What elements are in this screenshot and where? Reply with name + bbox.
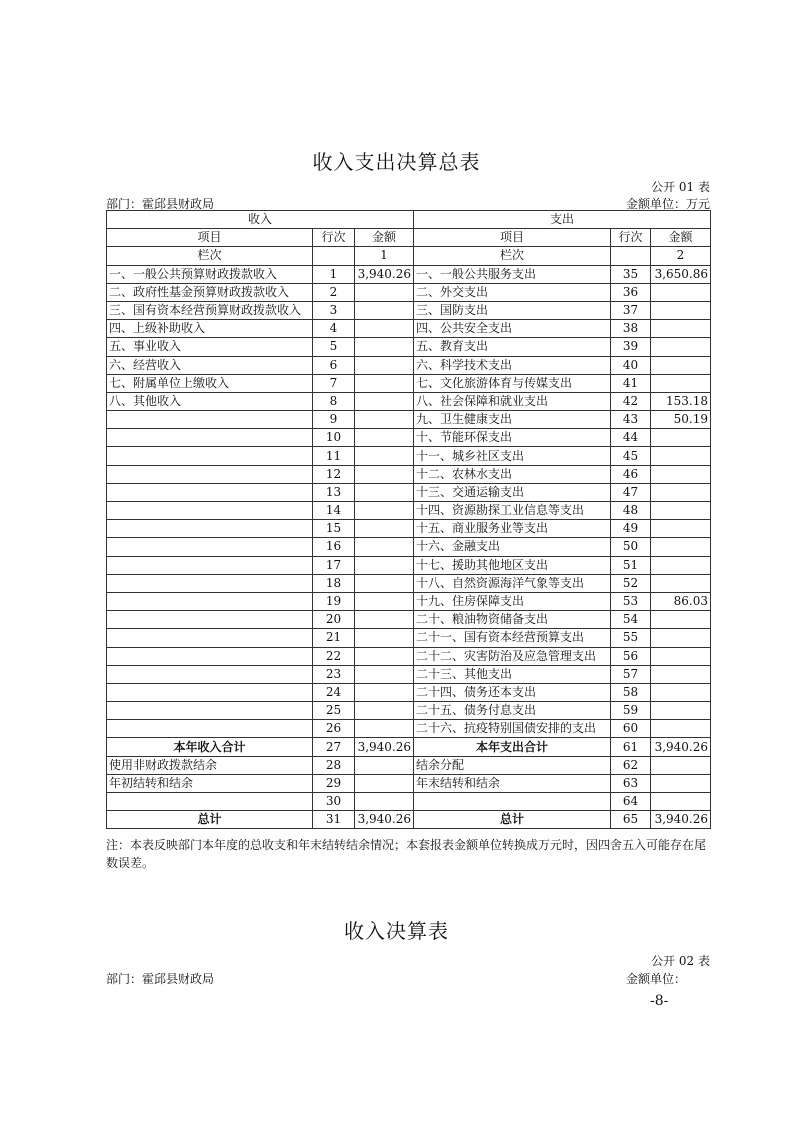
income-rowno-cell: 17 — [313, 556, 355, 574]
expense-item-cell: 二十一、国有资本经营预算支出 — [414, 629, 611, 647]
expense-item-cell: 二十三、其他支出 — [414, 665, 611, 683]
income-item-cell: 总计 — [107, 811, 313, 829]
table-row — [107, 683, 711, 701]
income-amount-cell — [355, 447, 414, 465]
income-amount-cell — [355, 374, 414, 392]
income-amount-cell: 3,940.26 — [355, 738, 414, 756]
section2-unit-label: 金额单位： — [626, 972, 687, 986]
income-rowno-cell: 5 — [313, 338, 355, 356]
expense-amount-cell — [651, 793, 711, 811]
expense-item-cell: 年末结转和结余 — [414, 774, 611, 792]
income-colno: 1 — [355, 247, 414, 265]
expense-amount-cell — [651, 520, 711, 538]
expense-rowno-cell: 60 — [611, 720, 651, 738]
expense-rowno-cell: 52 — [611, 574, 651, 592]
expense-item-cell: 七、文化旅游体育与传媒支出 — [414, 374, 611, 392]
income-amount-cell — [355, 429, 414, 447]
expense-item-cell: 十一、城乡社区支出 — [414, 447, 611, 465]
table-row — [107, 429, 711, 447]
income-amount-cell — [355, 483, 414, 501]
section2-department-label: 部门：霍邱县财政局 — [106, 972, 215, 986]
table-row — [107, 793, 711, 811]
expense-rowno-cell: 65 — [611, 811, 651, 829]
income-header: 收入 — [107, 211, 414, 229]
expense-amount-cell — [651, 665, 711, 683]
income-rowno-cell: 3 — [313, 301, 355, 319]
page-title: 收入支出决算总表 — [312, 150, 481, 174]
table-row — [107, 265, 711, 283]
income-rowno-cell: 29 — [313, 774, 355, 792]
income-amount-cell — [355, 611, 414, 629]
income-rowno-cell: 14 — [313, 502, 355, 520]
expense-colno-label: 栏次 — [414, 247, 611, 265]
expense-item-cell: 二十五、债务付息支出 — [414, 702, 611, 720]
income-rowno-cell: 11 — [313, 447, 355, 465]
expense-amount-cell — [651, 447, 711, 465]
income-rowno-cell: 27 — [313, 738, 355, 756]
income-expense-table — [106, 210, 711, 829]
table-row — [107, 520, 711, 538]
expense-item-cell: 十、节能环保支出 — [414, 429, 611, 447]
expense-item-cell: 本年支出合计 — [414, 738, 611, 756]
expense-amount-header: 金额 — [651, 229, 711, 247]
section2-title: 收入决算表 — [344, 919, 449, 943]
income-item-cell — [107, 665, 313, 683]
income-rowno-cell: 20 — [313, 611, 355, 629]
income-colno-label: 栏次 — [107, 247, 313, 265]
income-item-cell — [107, 483, 313, 501]
expense-rowno-cell: 46 — [611, 465, 651, 483]
expense-amount-cell — [651, 611, 711, 629]
expense-item-cell: 十四、资源勘探工业信息等支出 — [414, 502, 611, 520]
expense-amount-cell — [651, 356, 711, 374]
income-amount-cell: 3,940.26 — [355, 265, 414, 283]
income-amount-cell — [355, 301, 414, 319]
income-rowno-cell: 8 — [313, 392, 355, 410]
income-amount-cell — [355, 720, 414, 738]
income-item-cell: 使用非财政拨款结余 — [107, 756, 313, 774]
expense-amount-cell: 153.18 — [651, 392, 711, 410]
income-amount-cell — [355, 356, 414, 374]
income-item-cell: 四、上级补助收入 — [107, 320, 313, 338]
expense-item-cell: 五、教育支出 — [414, 338, 611, 356]
income-item-cell — [107, 793, 313, 811]
income-rowno-cell: 15 — [313, 520, 355, 538]
table-row — [107, 611, 711, 629]
table-row — [107, 447, 711, 465]
income-item-cell — [107, 520, 313, 538]
expense-rowno-cell: 38 — [611, 320, 651, 338]
income-item-cell: 八、其他收入 — [107, 392, 313, 410]
income-rowno-cell: 7 — [313, 374, 355, 392]
expense-item-cell: 八、社会保障和就业支出 — [414, 392, 611, 410]
income-rowno-cell: 18 — [313, 574, 355, 592]
income-item-cell: 六、经营收入 — [107, 356, 313, 374]
income-amount-cell — [355, 502, 414, 520]
income-amount-cell — [355, 574, 414, 592]
expense-amount-cell: 3,940.26 — [651, 738, 711, 756]
income-item-cell: 二、政府性基金预算财政拨款收入 — [107, 283, 313, 301]
income-rowno-cell: 22 — [313, 647, 355, 665]
expense-colno-blank — [611, 247, 651, 265]
expense-rowno-cell: 50 — [611, 538, 651, 556]
expense-item-cell: 二十二、灾害防治及应急管理支出 — [414, 647, 611, 665]
table-row — [107, 574, 711, 592]
income-rowno-cell: 2 — [313, 283, 355, 301]
expense-rowno-cell: 53 — [611, 592, 651, 610]
unit-label: 金额单位：万元 — [625, 197, 710, 211]
income-amount-cell — [355, 702, 414, 720]
table-row — [107, 483, 711, 501]
expense-rowno-cell: 51 — [611, 556, 651, 574]
income-rowno-cell: 31 — [313, 811, 355, 829]
header-row-columns — [107, 229, 711, 247]
header-row-colno — [107, 247, 711, 265]
expense-amount-cell — [651, 574, 711, 592]
income-item-cell — [107, 592, 313, 610]
income-amount-cell — [355, 774, 414, 792]
income-item-cell — [107, 502, 313, 520]
table-row — [107, 629, 711, 647]
table-row — [107, 647, 711, 665]
income-rowno-cell: 4 — [313, 320, 355, 338]
income-rowno-cell: 13 — [313, 483, 355, 501]
expense-amount-cell — [651, 429, 711, 447]
income-amount-cell — [355, 665, 414, 683]
income-rowno-cell: 24 — [313, 683, 355, 701]
income-amount-cell — [355, 411, 414, 429]
income-amount-cell — [355, 647, 414, 665]
income-rowno-cell: 9 — [313, 411, 355, 429]
income-amount-cell — [355, 683, 414, 701]
income-item-cell: 一、一般公共预算财政拨款收入 — [107, 265, 313, 283]
expense-rowno-cell: 40 — [611, 356, 651, 374]
expense-rowno-header: 行次 — [611, 229, 651, 247]
income-amount-cell — [355, 465, 414, 483]
expense-rowno-cell: 63 — [611, 774, 651, 792]
expense-item-cell: 四、公共安全支出 — [414, 320, 611, 338]
expense-item-cell: 十八、自然资源海洋气象等支出 — [414, 574, 611, 592]
expense-amount-cell — [651, 538, 711, 556]
expense-amount-cell: 86.03 — [651, 592, 711, 610]
table-row — [107, 702, 711, 720]
expense-amount-cell — [651, 338, 711, 356]
income-amount-cell — [355, 520, 414, 538]
income-item-cell: 本年收入合计 — [107, 738, 313, 756]
table-row — [107, 411, 711, 429]
form-code: 公开 01 表 — [651, 180, 710, 194]
expense-rowno-cell: 58 — [611, 683, 651, 701]
table-row — [107, 538, 711, 556]
expense-item-cell: 二十、粮油物资储备支出 — [414, 611, 611, 629]
income-item-cell — [107, 538, 313, 556]
expense-rowno-cell: 61 — [611, 738, 651, 756]
income-rowno-cell: 26 — [313, 720, 355, 738]
income-amount-cell — [355, 338, 414, 356]
department-label: 部门：霍邱县财政局 — [106, 197, 215, 211]
table-row — [107, 502, 711, 520]
expense-amount-cell — [651, 756, 711, 774]
income-item-cell — [107, 411, 313, 429]
income-item-cell: 年初结转和结余 — [107, 774, 313, 792]
expense-amount-cell: 3,940.26 — [651, 811, 711, 829]
income-item-cell: 七、附属单位上缴收入 — [107, 374, 313, 392]
expense-amount-cell — [651, 720, 711, 738]
income-item-cell — [107, 647, 313, 665]
expense-rowno-cell: 64 — [611, 793, 651, 811]
expense-header: 支出 — [414, 211, 711, 229]
expense-item-cell: 三、国防支出 — [414, 301, 611, 319]
table-row — [107, 338, 711, 356]
expense-amount-cell — [651, 502, 711, 520]
income-rowno-header: 行次 — [313, 229, 355, 247]
expense-rowno-cell: 44 — [611, 429, 651, 447]
expense-amount-cell — [651, 629, 711, 647]
table-row — [107, 592, 711, 610]
income-item-cell — [107, 574, 313, 592]
subtotal-row — [107, 738, 711, 756]
expense-amount-cell — [651, 702, 711, 720]
page-number: -8- — [650, 993, 669, 1009]
income-amount-cell — [355, 556, 414, 574]
table-row — [107, 301, 711, 319]
expense-amount-cell — [651, 465, 711, 483]
expense-rowno-cell: 35 — [611, 265, 651, 283]
expense-rowno-cell: 43 — [611, 411, 651, 429]
expense-amount-cell — [651, 301, 711, 319]
expense-rowno-cell: 49 — [611, 520, 651, 538]
expense-colno: 2 — [651, 247, 711, 265]
income-amount-cell — [355, 392, 414, 410]
income-rowno-cell: 25 — [313, 702, 355, 720]
expense-rowno-cell: 36 — [611, 283, 651, 301]
income-item-cell: 三、国有资本经营预算财政拨款收入 — [107, 301, 313, 319]
expense-item-cell: 六、科学技术支出 — [414, 356, 611, 374]
expense-rowno-cell: 47 — [611, 483, 651, 501]
expense-amount-cell — [651, 647, 711, 665]
table-row — [107, 465, 711, 483]
table-row — [107, 720, 711, 738]
expense-amount-cell — [651, 283, 711, 301]
header-row-section — [107, 211, 711, 229]
section2-form-code: 公开 02 表 — [651, 954, 710, 968]
income-amount-cell — [355, 793, 414, 811]
income-item-cell — [107, 720, 313, 738]
expense-rowno-cell: 59 — [611, 702, 651, 720]
expense-rowno-cell: 41 — [611, 374, 651, 392]
total-row — [107, 811, 711, 829]
expense-amount-cell — [651, 374, 711, 392]
table-row — [107, 320, 711, 338]
income-item-cell — [107, 447, 313, 465]
expense-item-header: 项目 — [414, 229, 611, 247]
income-item-cell — [107, 465, 313, 483]
table-row — [107, 665, 711, 683]
table-row — [107, 283, 711, 301]
expense-amount-cell — [651, 556, 711, 574]
income-amount-cell — [355, 629, 414, 647]
expense-rowno-cell: 39 — [611, 338, 651, 356]
table-row — [107, 374, 711, 392]
income-rowno-cell: 23 — [313, 665, 355, 683]
expense-rowno-cell: 56 — [611, 647, 651, 665]
expense-amount-cell — [651, 683, 711, 701]
income-amount-header: 金额 — [355, 229, 414, 247]
income-rowno-cell: 21 — [313, 629, 355, 647]
income-amount-cell — [355, 592, 414, 610]
expense-item-cell: 二十六、抗疫特别国债安排的支出 — [414, 720, 611, 738]
expense-amount-cell — [651, 483, 711, 501]
expense-amount-cell: 50.19 — [651, 411, 711, 429]
income-rowno-cell: 30 — [313, 793, 355, 811]
income-rowno-cell: 1 — [313, 265, 355, 283]
table-row — [107, 556, 711, 574]
table-row — [107, 756, 711, 774]
income-colno-blank — [313, 247, 355, 265]
expense-item-cell: 十六、金融支出 — [414, 538, 611, 556]
income-rowno-cell: 6 — [313, 356, 355, 374]
expense-rowno-cell: 54 — [611, 611, 651, 629]
income-item-cell — [107, 611, 313, 629]
expense-rowno-cell: 55 — [611, 629, 651, 647]
expense-rowno-cell: 48 — [611, 502, 651, 520]
income-item-cell — [107, 429, 313, 447]
table-row — [107, 774, 711, 792]
income-rowno-cell: 16 — [313, 538, 355, 556]
expense-item-cell: 十九、住房保障支出 — [414, 592, 611, 610]
income-amount-cell — [355, 283, 414, 301]
income-item-cell — [107, 556, 313, 574]
expense-item-cell: 二、外交支出 — [414, 283, 611, 301]
expense-item-cell: 一、一般公共服务支出 — [414, 265, 611, 283]
income-rowno-cell: 19 — [313, 592, 355, 610]
expense-item-cell: 结余分配 — [414, 756, 611, 774]
expense-item-cell: 十五、商业服务业等支出 — [414, 520, 611, 538]
income-amount-cell — [355, 538, 414, 556]
expense-item-cell: 总计 — [414, 811, 611, 829]
income-rowno-cell: 12 — [313, 465, 355, 483]
expense-rowno-cell: 45 — [611, 447, 651, 465]
expense-rowno-cell: 57 — [611, 665, 651, 683]
income-rowno-cell: 10 — [313, 429, 355, 447]
expense-item-cell: 九、卫生健康支出 — [414, 411, 611, 429]
expense-rowno-cell: 42 — [611, 392, 651, 410]
income-rowno-cell: 28 — [313, 756, 355, 774]
table-row — [107, 356, 711, 374]
expense-amount-cell — [651, 774, 711, 792]
footnote: 注：本表反映部门本年度的总收支和年末结转结余情况；本套报表金额单位转换成万元时，因四舍五入可能存在尾数误差。 — [106, 838, 707, 870]
table-row — [107, 392, 711, 410]
expense-item-cell: 十七、援助其他地区支出 — [414, 556, 611, 574]
expense-item-cell — [414, 793, 611, 811]
expense-item-cell: 二十四、债务还本支出 — [414, 683, 611, 701]
income-item-cell — [107, 702, 313, 720]
expense-item-cell: 十三、交通运输支出 — [414, 483, 611, 501]
expense-rowno-cell: 62 — [611, 756, 651, 774]
expense-amount-cell: 3,650.86 — [651, 265, 711, 283]
income-item-cell: 五、事业收入 — [107, 338, 313, 356]
expense-amount-cell — [651, 320, 711, 338]
income-item-cell — [107, 629, 313, 647]
expense-item-cell: 十二、农林水支出 — [414, 465, 611, 483]
expense-rowno-cell: 37 — [611, 301, 651, 319]
income-amount-cell — [355, 320, 414, 338]
income-amount-cell: 3,940.26 — [355, 811, 414, 829]
income-item-header: 项目 — [107, 229, 313, 247]
income-amount-cell — [355, 756, 414, 774]
income-item-cell — [107, 683, 313, 701]
